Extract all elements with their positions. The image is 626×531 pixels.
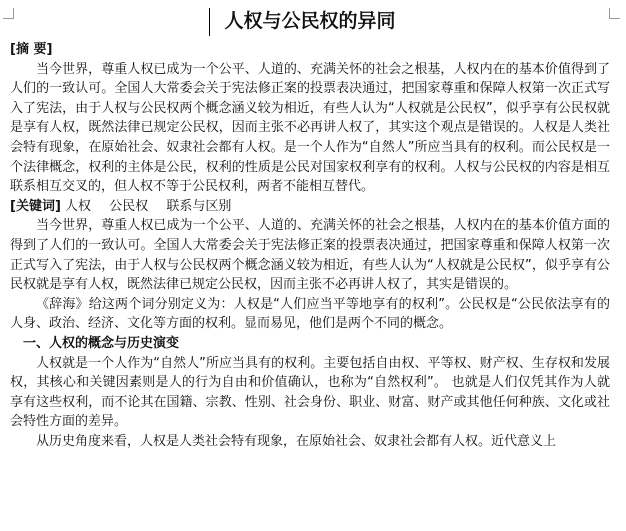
definition-paragraph[interactable]: 《辞海》给这两个词分别定义为：人权是“人们应当平等地享有的权利”。公民权是“公民依法享有的人身、政治、经济、文化等方面的权利。显而易见，他们是两个不同的概念。 xyxy=(10,296,610,332)
keywords-label: [关键词] xyxy=(10,198,61,214)
document-title[interactable]: 人权与公民权的异同 xyxy=(224,10,396,32)
margin-corner-top-right xyxy=(609,8,620,19)
section-paragraph[interactable]: 人权就是一个人作为“自然人”所应当具有的权利。主要包括自由权、平等权、财产权、生存权和发展权，其核心和关键因素则是人的行为自由和价值确认，也称为“自然权利”。 也就是人们仅凭其作为人就享有这些权利，而不论其在国籍、宗教、性别、社会身份、职业、财富、财产或其他任何种族、文化或社会特性方面的差异。 xyxy=(10,355,610,430)
keywords-line[interactable] xyxy=(10,197,610,217)
section-heading[interactable]: 一、人权的概念与历史演变 xyxy=(23,335,180,351)
document-page[interactable] xyxy=(10,4,610,451)
abstract-paragraph[interactable]: 当今世界，尊重人权已成为一个公平、人道的、充满关怀的社会之根基，人权内在的基本价值得到了人们的一致认可。全国人大常委会关于宪法修正案的投票表决通过，把国家尊重和保障人权第一次正式写入了宪法，由于人权与公民权两个概念涵义较为相近，有些人认为“人权就是公民权”，似乎享有公民权就是享有人权，既然法律已规定公民权，因而主张不必再讲人权了，其实这个观点是错误的。人权是人类社会特有现象，在原始社会、奴隶社会都有人权。是一个人作为“自然人”所应当具有的权利。而公民权是一个法律概念，权利的主体是公民，权利的性质是公民对国家权利享有的权利。人权与公民权的内容是相互联系相互交叉的，但人权不等于公民权利，两者不能相互替代。 xyxy=(10,61,610,195)
abstract-label-text: [摘 要] xyxy=(10,42,53,57)
history-paragraph[interactable]: 从历史角度来看，人权是人类社会特有现象，在原始社会、奴隶社会都有人权。近代意义上 xyxy=(36,433,557,449)
keyword-item: 公民权 xyxy=(109,198,149,214)
intro-paragraph[interactable]: 当今世界，尊重人权已成为一个公平、人道的、充满关怀的社会之根基，人权内在的基本价值方面的得到了人们的一致认可。全国人大常委会关于宪法修正案的投票表决通过，把国家尊重和保障人权第一次正式写入了宪法，由于人权与公民权两个概念涵义较为相近，有些人认为“人权就是公民权”，似乎享有公民权就是享有人权，既然法律已规定公民权，因而主张不必再讲人权了，其实是错误的。 xyxy=(10,218,610,293)
keyword-item: 联系与区别 xyxy=(166,198,232,214)
abstract-label[interactable] xyxy=(10,40,610,60)
keyword-item: 人权 xyxy=(65,198,92,214)
